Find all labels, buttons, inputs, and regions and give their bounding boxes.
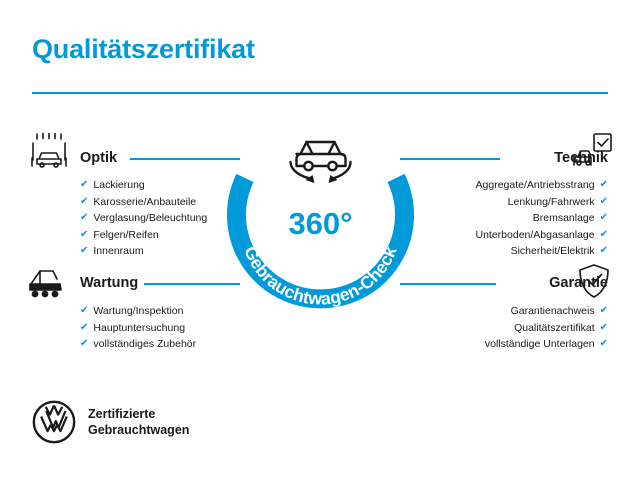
list-item [476, 210, 609, 227]
list-item [476, 243, 609, 260]
list-item-label: Garantienachweis [510, 305, 595, 317]
list-item-label: vollständiges Zubehör [93, 338, 197, 351]
footer-text [88, 406, 189, 438]
check-icon: ✔ [80, 212, 89, 224]
check-icon: ✔ [599, 305, 608, 316]
footer-line-2: Gebrauchtwagen [88, 423, 190, 437]
list-item-label: Aggregate/Antriebsstrang [475, 179, 595, 191]
list-item [80, 320, 196, 337]
list-item [80, 194, 207, 211]
list-item-label: Felgen/Reifen [93, 228, 159, 241]
checklist-technik [476, 177, 609, 260]
check-icon: ✔ [80, 321, 89, 333]
checklist-optik [80, 177, 207, 260]
list-item-label: Sicherheit/Elektrik [510, 245, 595, 258]
list-item [485, 303, 608, 320]
car-service-lift-icon [26, 262, 72, 307]
list-item [80, 303, 196, 320]
title-divider [32, 92, 608, 94]
section-heading-garantie: Garantie [549, 275, 608, 291]
check-icon: ✔ [80, 179, 89, 190]
check-icon: ✔ [599, 338, 608, 350]
check-icon: ✔ [599, 228, 608, 240]
list-item-label: Verglasung/Beleuchtung [93, 212, 208, 225]
list-item [476, 227, 609, 244]
list-item-label: Bremsanlage [532, 212, 595, 225]
list-item [80, 177, 207, 194]
check-icon: ✔ [80, 228, 89, 240]
list-item [80, 336, 196, 353]
section-heading-technik: Technik [554, 150, 608, 166]
section-heading-wartung: Wartung [80, 275, 139, 291]
check-icon: ✔ [599, 321, 608, 333]
list-item [485, 336, 608, 353]
list-item-label: Wartung/Inspektion [93, 305, 184, 317]
list-item [476, 194, 609, 211]
check-icon: ✔ [80, 195, 89, 207]
badge-arc-label: Gebrauchtwagen-Check [240, 243, 401, 309]
check-icon: ✔ [599, 212, 608, 224]
page-title: Qualitätszertifikat [32, 34, 255, 64]
list-item [485, 320, 608, 337]
check-icon: ✔ [599, 179, 608, 190]
list-item-label: Hauptuntersuchung [93, 321, 186, 334]
list-item [476, 177, 609, 194]
list-item-label: Unterboden/Abgasanlage [475, 228, 595, 241]
section-heading-optik: Optik [80, 150, 118, 166]
checklist-garantie [485, 303, 608, 353]
check-icon: ✔ [599, 245, 608, 257]
list-item [80, 243, 207, 260]
check-icon: ✔ [80, 338, 89, 350]
vw-logo [32, 400, 76, 444]
checklist-wartung [80, 303, 196, 353]
list-item-label: Lackierung [93, 179, 145, 191]
check-icon: ✔ [599, 195, 608, 207]
list-item [80, 227, 207, 244]
list-item-label: vollständige Unterlagen [484, 338, 595, 351]
list-item-label: Qualitätszertifikat [514, 321, 595, 334]
check-icon: ✔ [80, 245, 89, 257]
list-item-label: Karosserie/Anbauteile [93, 195, 197, 208]
badge-center-label: 360° [288, 205, 353, 241]
badge-360-gebrauchtwagen-check [218, 112, 423, 317]
list-item-label: Lenkung/Fahrwerk [507, 195, 595, 208]
footer-brand [32, 400, 189, 444]
check-icon: ✔ [80, 305, 89, 316]
list-item [80, 210, 207, 227]
car-wash-icon [28, 132, 70, 177]
list-item-label: Innenraum [93, 245, 144, 258]
footer-line-1: Zertifizierte [88, 407, 156, 421]
